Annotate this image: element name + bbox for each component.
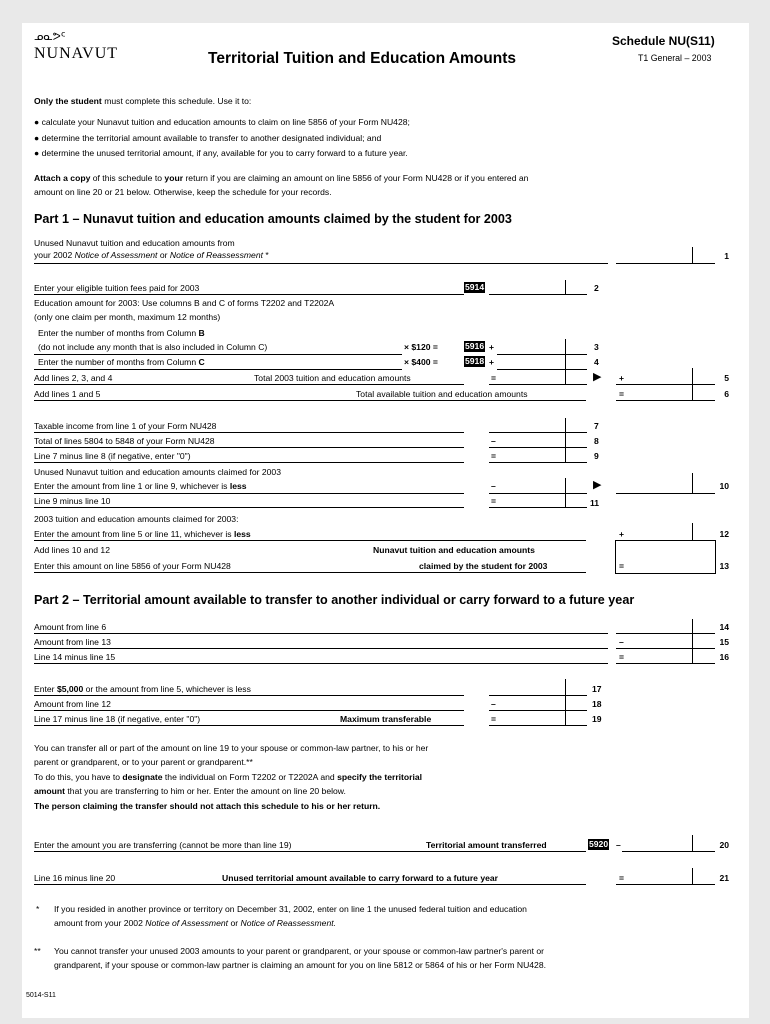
line3-rate: × $120 = [404, 342, 438, 352]
line16-underline [34, 663, 608, 664]
line4-cents-divider [565, 354, 566, 369]
line17-cents-divider [565, 679, 566, 695]
line11-equals: = [491, 496, 497, 506]
line14-label: Amount from line 6 [34, 622, 107, 632]
line4-rate: × $400 = [404, 357, 438, 367]
line19-field[interactable] [489, 711, 587, 726]
line8-field[interactable] [489, 433, 587, 448]
line-number-21: 21 [719, 873, 729, 883]
line-number-20: 20 [719, 840, 729, 850]
footnote-1-pre: amount from your 2002 [54, 918, 143, 928]
line5-sub-divider [565, 370, 566, 384]
line10-sub-divider [565, 478, 566, 493]
line16-label: Line 14 minus line 15 [34, 652, 116, 662]
line10-field[interactable] [616, 473, 715, 494]
line1-field[interactable] [616, 247, 715, 264]
line18-field[interactable] [489, 696, 587, 711]
line8-minus: – [491, 436, 496, 446]
line-number-7: 7 [594, 421, 599, 431]
line9-cents-divider [565, 448, 566, 462]
line18-cents-divider [565, 696, 566, 710]
nunavut-logo: NUNAVUT [34, 45, 119, 62]
line6-cents-divider [692, 384, 693, 400]
line-number-5: 5 [724, 373, 729, 383]
line11-underline [34, 507, 464, 508]
transfer-para-4-text: that you are transferring to him or her. Enter the amount on line 20 below. [67, 786, 346, 796]
line4-label [38, 358, 205, 367]
line2-underline [34, 294, 464, 295]
line10-subfield [489, 478, 587, 494]
line7-field[interactable] [489, 418, 587, 433]
footnote-2-text-a: You cannot transfer your unused 2003 amounts to your parent or grandparent, or your spouse or common-law partner's parent or [54, 946, 545, 956]
line1-label-b-or: or [159, 250, 168, 260]
transfer-para-4 [34, 787, 346, 796]
line-number-19: 19 [592, 714, 602, 724]
line20-transferred-label: Territorial amount transferred [426, 840, 547, 850]
form-subtitle: T1 General – 2003 [638, 53, 712, 63]
form-title: Territorial Tuition and Education Amounts [208, 50, 516, 67]
line1-label-b-pre: your 2002 [34, 250, 73, 260]
line5-plus: + [619, 373, 625, 383]
line7-cents-divider [565, 418, 566, 432]
line-number-8: 8 [594, 436, 599, 446]
line9-label: Line 7 minus line 8 (if negative, enter "0") [34, 451, 191, 461]
footnote-1-or: or [230, 918, 239, 928]
line13-total-label-2: claimed by the student for 2003 [419, 561, 548, 571]
education-label-2: (only one claim per month, maximum 12 months) [34, 312, 221, 322]
specify-territorial: specify the territorial [337, 772, 423, 782]
line18-minus: – [491, 699, 496, 709]
line1-cents-divider [692, 247, 693, 263]
transfer-para-2: parent or grandparent, or to your parent or grandparent.** [34, 757, 253, 767]
line1-underline [34, 263, 608, 264]
line-number-14: 14 [719, 622, 729, 632]
line5-cents-divider [692, 368, 693, 384]
bullet-3-text: determine the unused territorial amount, if any, available for you to carry forward to a future year. [41, 148, 408, 158]
attach-your: your [164, 173, 184, 183]
line1-star: * [265, 250, 269, 260]
bullet-2: ● determine the territorial amount available to transfer to another designated individual; and [34, 133, 382, 143]
line-number-15: 15 [719, 637, 729, 647]
line4-label-text: Enter the number of months from Column [38, 357, 197, 367]
schedule-number: Schedule NU(S11) [612, 34, 715, 48]
line3-cents-divider [565, 339, 566, 354]
line5-subfield [489, 370, 587, 385]
line10-less: less [229, 481, 247, 491]
line5-total-label: Total 2003 tuition and education amounts [254, 373, 411, 383]
line-number-11: 11 [590, 498, 600, 508]
line10-label-a: Unused Nunavut tuition and education amounts claimed for 2003 [34, 467, 281, 477]
line1-label-b-nor: Notice of Reassessment [169, 250, 263, 260]
attach-instruction-2: amount on line 20 or 21 below. Otherwise, keep the schedule for your records. [34, 187, 332, 197]
line21-field[interactable] [616, 868, 715, 885]
transfer-warning: The person claiming the transfer should not attach this schedule to his or her return. [34, 801, 381, 811]
line19-equals: = [491, 714, 497, 724]
line17-underline [34, 695, 464, 696]
bullet-1: ● calculate your Nunavut tuition and education amounts to claim on line 5856 of your Form NU428; [34, 117, 410, 127]
line21-equals: = [619, 873, 625, 883]
footnote-1-nor: Notice of Reassessment. [240, 918, 337, 928]
line19-max-label: Maximum transferable [340, 714, 432, 724]
footnote-1-mark: * [36, 904, 40, 914]
line10-underline [34, 493, 464, 494]
line17-enter: Enter [34, 684, 55, 694]
line-number-2: 2 [594, 283, 599, 293]
line3-label-a-text: Enter the number of months from Column [38, 328, 197, 338]
intro-lead-bold: Only the student [34, 96, 102, 106]
line-number-10: 10 [719, 481, 729, 491]
line15-field[interactable] [616, 634, 715, 649]
line15-cents-divider [692, 634, 693, 648]
line13-field[interactable] [615, 540, 716, 574]
line3-label-a [38, 329, 205, 338]
line13-equals: = [619, 561, 625, 571]
transfer-para-3 [34, 773, 422, 782]
line-number-1: 1 [724, 251, 729, 261]
part1-heading: Part 1 – Nunavut tuition and education amounts claimed by the student for 2003 [34, 212, 512, 226]
line4-field[interactable] [497, 354, 587, 370]
line-number-4: 4 [594, 357, 599, 367]
code-5914: 5914 [465, 282, 485, 292]
line6-total-label: Total available tuition and education amounts [356, 389, 528, 399]
line20-label: Enter the amount you are transferring (cannot be more than line 19) [34, 840, 292, 850]
line2-field[interactable] [489, 280, 587, 295]
line8-cents-divider [565, 433, 566, 447]
line13-label-a: Add lines 10 and 12 [34, 545, 110, 555]
column-c: C [198, 357, 205, 367]
line7-label: Taxable income from line 1 of your Form NU428 [34, 421, 217, 431]
line6-equals: = [619, 389, 625, 399]
line10-cents-divider [692, 473, 693, 493]
intro-lead [34, 97, 251, 106]
line8-label: Total of lines 5804 to 5848 of your Form NU428 [34, 436, 215, 446]
line3-underline [34, 354, 362, 355]
line19-label: Line 17 minus line 18 (if negative, enter "0") [34, 714, 201, 724]
line6-underline [34, 400, 586, 401]
line11-label: Line 9 minus line 10 [34, 496, 111, 506]
transfer-para-3-b: the individual on Form T2202 or T2202A and [164, 772, 335, 782]
transfer-para-3-a: To do this, you have to [34, 772, 120, 782]
line5-field[interactable] [616, 368, 715, 385]
line21-underline [34, 884, 586, 885]
line17-label-rest: or the amount from line 5, whichever is less [85, 684, 251, 694]
attach-bold: Attach a copy [34, 173, 91, 183]
line18-label: Amount from line 12 [34, 699, 111, 709]
line3-label-b: (do not include any month that is also included in Column C) [38, 342, 268, 352]
line1-label-b [34, 251, 269, 260]
line5-arrow-icon: ▶ [593, 371, 602, 383]
line12-less: less [233, 529, 251, 539]
part2-heading: Part 2 – Territorial amount available to transfer to another individual or carry forward to a future year [34, 593, 635, 607]
designate: designate [122, 772, 163, 782]
education-label-1: Education amount for 2003: Use columns B and C of forms T2202 and T2202A [34, 298, 335, 308]
line-number-12: 12 [719, 529, 729, 539]
line21-cents-divider [692, 868, 693, 884]
line12-field[interactable] [616, 523, 715, 541]
line10-minus: – [491, 481, 496, 491]
line-number-6: 6 [724, 389, 729, 399]
line6-label: Add lines 1 and 5 [34, 389, 101, 399]
line-number-18: 18 [592, 699, 602, 709]
line4-plus: + [489, 357, 495, 367]
line14-underline [34, 633, 608, 634]
line17-amount: $5,000 [56, 684, 84, 694]
line-number-16: 16 [719, 652, 729, 662]
footnote-1-noa: Notice of Assessment [145, 918, 229, 928]
line12-label-a: 2003 tuition and education amounts claimed for 2003: [34, 514, 239, 524]
line13-total-label-1: Nunavut tuition and education amounts [373, 545, 535, 555]
line5-underline [34, 384, 464, 385]
bullet-3: ● determine the unused territorial amount, if any, available for you to carry forward to a future year. [34, 148, 408, 158]
amount-bold: amount [34, 786, 66, 796]
line16-field[interactable] [616, 649, 715, 664]
line18-underline [34, 710, 464, 711]
line3-plus: + [489, 342, 495, 352]
footnote-2-text-b: grandparent, if your spouse or common-law partner is claiming an amount for you on line 5812 or 5864 of his or her Form NU428. [54, 960, 547, 970]
line2-label: Enter your eligible tuition fees paid for 2003 [34, 283, 200, 293]
logo-syllabics: ᓄᓇᕗᑦ [34, 30, 66, 43]
line9-underline [34, 462, 464, 463]
line10-label-b-text: Enter the amount from line 1 or line 9, whichever is [34, 481, 228, 491]
line9-equals: = [491, 451, 497, 461]
line15-minus: – [619, 637, 624, 647]
line10-arrow-icon: ▶ [593, 479, 602, 491]
line16-cents-divider [692, 649, 693, 663]
line7-underline [34, 432, 464, 433]
line11-cents-divider [565, 493, 566, 507]
bullet-2-text: determine the territorial amount available to transfer to another designated individual; and [41, 133, 382, 143]
line21-label: Line 16 minus line 20 [34, 873, 116, 883]
line4-months-field[interactable] [362, 356, 402, 370]
line15-label: Amount from line 13 [34, 637, 111, 647]
line1-label-b-noa: Notice of Assessment [74, 250, 158, 260]
line16-equals: = [619, 652, 625, 662]
line9-field[interactable] [489, 448, 587, 463]
line1-label-a: Unused Nunavut tuition and education amounts from [34, 238, 235, 248]
footnote-1-text-b [54, 919, 336, 928]
line20-field[interactable] [622, 835, 715, 852]
transfer-para-1: You can transfer all or part of the amount on line 19 to your spouse or common-law partner, to his or her [34, 743, 429, 753]
line12-cents-divider [692, 523, 693, 540]
line-number-13: 13 [719, 561, 729, 571]
column-b: B [198, 328, 205, 338]
line2-cents-divider [565, 280, 566, 294]
line8-underline [34, 447, 464, 448]
line5-label: Add lines 2, 3, and 4 [34, 373, 113, 383]
line21-unused-label: Unused territorial amount available to carry forward to a future year [222, 873, 499, 883]
intro-lead-rest: must complete this schedule. Use it to: [104, 96, 252, 106]
attach-text-b: return if you are claiming an amount on line 5856 of your Form NU428 or if you entered an [185, 173, 529, 183]
line14-cents-divider [692, 619, 693, 633]
line13-underline [34, 572, 586, 573]
line19-cents-divider [565, 711, 566, 725]
footnote-1-text-a: If you resided in another province or territory on December 31, 2002, enter on line 1 the unused federal tuition and education [54, 904, 527, 914]
line-number-9: 9 [594, 451, 599, 461]
line19-underline [34, 725, 464, 726]
line13-label-b: Enter this amount on line 5856 of your Form NU428 [34, 561, 231, 571]
line-number-17: 17 [592, 684, 602, 694]
code-5918: 5918 [465, 356, 485, 366]
attach-text-a: of this schedule to [92, 173, 163, 183]
attach-instruction [34, 174, 528, 183]
line20-underline [34, 851, 586, 852]
line17-label [34, 685, 251, 694]
form-code: 5014-S11 [26, 992, 56, 999]
line20-minus: – [616, 840, 621, 850]
line3-field[interactable] [497, 339, 587, 355]
bullet-1-text: calculate your Nunavut tuition and education amounts to claim on line 5856 of your Form NU428; [41, 117, 410, 127]
footnote-2-mark: ** [34, 946, 41, 956]
line4-underline [34, 369, 362, 370]
form-page [22, 23, 749, 1018]
line20-cents-divider [692, 835, 693, 851]
line3-months-field[interactable] [362, 341, 402, 355]
line17-field[interactable] [489, 679, 587, 696]
line12-plus: + [619, 529, 625, 539]
line12-label-b [34, 530, 251, 539]
code-5920: 5920 [589, 839, 609, 849]
line15-underline [34, 648, 608, 649]
line14-field[interactable] [616, 619, 715, 634]
code-5916: 5916 [465, 341, 485, 351]
line5-equals: = [491, 373, 497, 383]
line6-field[interactable] [616, 384, 715, 401]
line-number-3: 3 [594, 342, 599, 352]
line12-underline [34, 540, 586, 541]
line11-field[interactable] [489, 493, 587, 508]
line12-label-b-text: Enter the amount from line 5 or line 11, whichever is [34, 529, 232, 539]
line10-label-b [34, 482, 247, 491]
